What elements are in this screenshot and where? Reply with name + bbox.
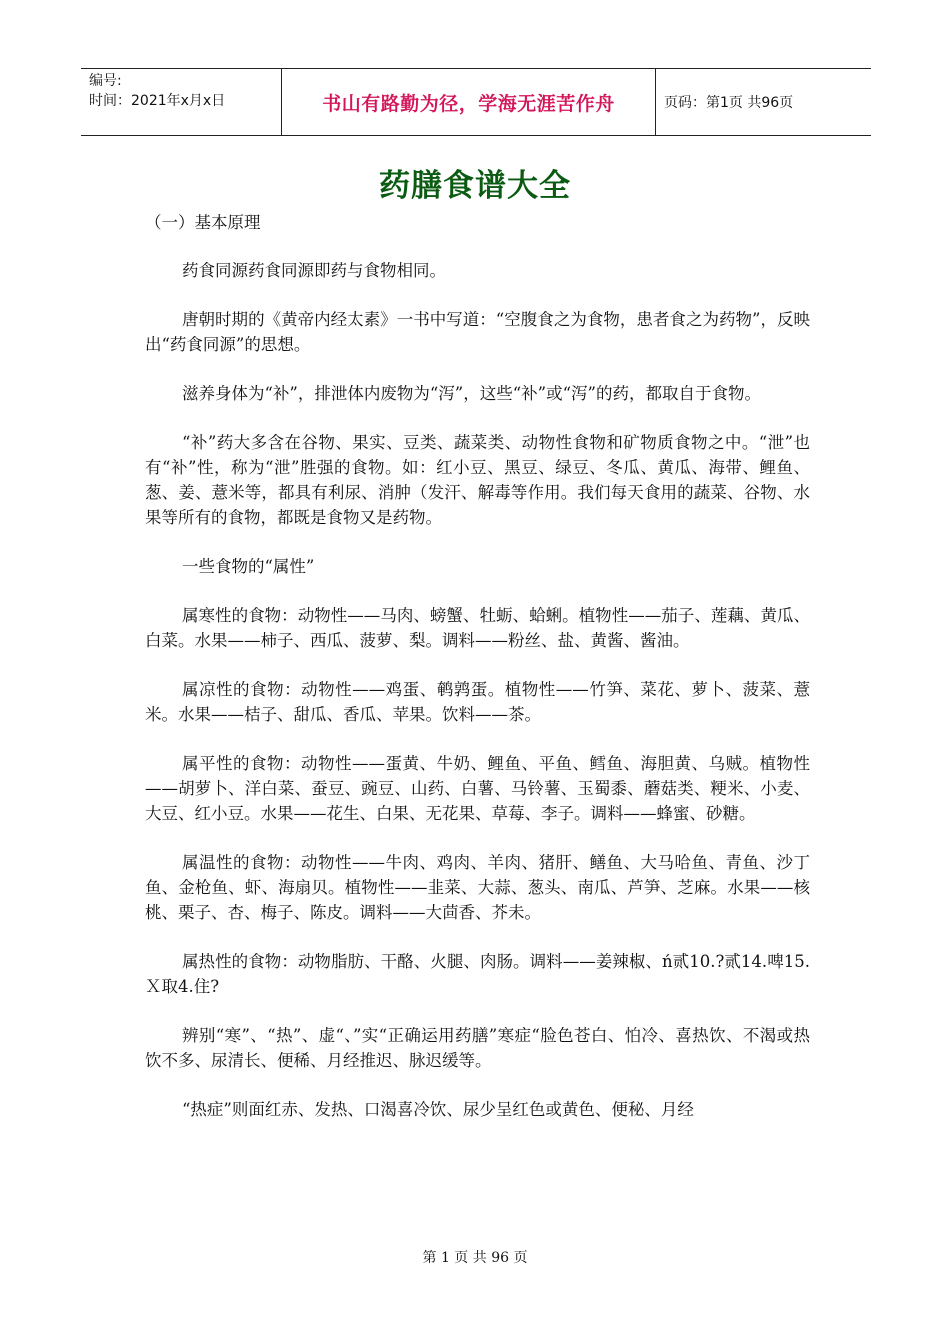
paragraph-5: 一些食物的“属性”: [182, 557, 315, 576]
paragraph-1: 药食同源药食同源即药与食物相同。: [182, 261, 446, 280]
paragraph-6: 属寒性的食物：动物性——马肉、螃蟹、牡蛎、蛤蜊。植物性——茄子、莲藕、黄瓜、白菜。水果——柿子、西瓜、菠萝、梨。调料——粉丝、盐、黄酱、酱油。: [145, 606, 810, 650]
paragraph-8: 属平性的食物：动物性——蛋黄、牛奶、鲤鱼、平鱼、鳕鱼、海胆黄、乌贼。植物性——胡萝卜、洋白菜、蚕豆、豌豆、山药、白薯、马铃薯、玉蜀黍、蘑菇类、粳米、小麦、大豆、红小豆。水果——花生、白果、无花果、草莓、李子。调料——蜂蜜、砂糖。: [145, 754, 810, 823]
paragraph-11: 辨别“寒”、“热”、虚“、”实“正确运用药膳”寒症“脸色苍白、怕冷、喜热饮、不渴或热饮不多、尿清长、便稀、月经推迟、脉迟缓等。: [145, 1026, 810, 1070]
paragraph-12: “热症”则面红赤、发热、口渴喜冷饮、尿少呈红色或黄色、便秘、月经: [182, 1100, 694, 1119]
document-number-label: 编号:: [89, 73, 122, 89]
paragraph-4: “补”药大多含在谷物、果实、豆类、蔬菜类、动物性食物和矿物质食物之中。“泄”也有“补”性，称为“泄”胜强的食物。如：红小豆、黑豆、绿豆、冬瓜、黄瓜、海带、鲤鱼、葱、姜、薏米等，都具有利尿、消肿（发汗、解毒等作用。我们每天食用的蔬菜、谷物、水果等所有的食物，都既是食物又是药物。: [145, 433, 810, 527]
paragraph-2: 唐朝时期的《黄帝内经太素》一书中写道：“空腹食之为食物，患者食之为药物”，反映出“药食同源”的思想。: [145, 310, 810, 354]
paragraph-3: 滋养身体为“补”，排泄体内废物为“泻”，这些“补”或“泻”的药，都取自于食物。: [182, 384, 761, 403]
document-title: 药膳食谱大全: [379, 168, 571, 204]
document-body: [145, 210, 810, 1146]
document-header: [81, 68, 871, 136]
header-motto: 书山有路勤为径，学海无涯苦作舟: [282, 69, 656, 135]
header-page-info: 页码：第1页 共96页: [664, 95, 794, 111]
paragraph-9: 属温性的食物：动物性——牛肉、鸡肉、羊肉、猪肝、鳝鱼、大马哈鱼、青鱼、沙丁鱼、金枪鱼、虾、海扇贝。植物性——韭菜、大蒜、葱头、南瓜、芦笋、芝麻。水果——核桃、栗子、杏、梅子、陈皮。调料——大茴香、芥未。: [145, 853, 810, 922]
page-footer: 第 1 页 共 96 页: [422, 1250, 528, 1266]
header-meta: [81, 69, 282, 135]
section-heading: （一）基本原理: [145, 213, 261, 232]
paragraph-10: 属热性的食物：动物脂肪、干酪、火腿、肉肠。调料——姜辣椒、ń贰10.?贰14.啤15.Ｘ取4.住?: [145, 952, 810, 996]
paragraph-7: 属凉性的食物：动物性——鸡蛋、鹌鹑蛋。植物性——竹笋、菜花、萝卜、菠菜、薏米。水果——桔子、甜瓜、香瓜、苹果。饮料——茶。: [145, 680, 810, 724]
document-date-label: 时间：2021年x月x日: [89, 93, 226, 109]
